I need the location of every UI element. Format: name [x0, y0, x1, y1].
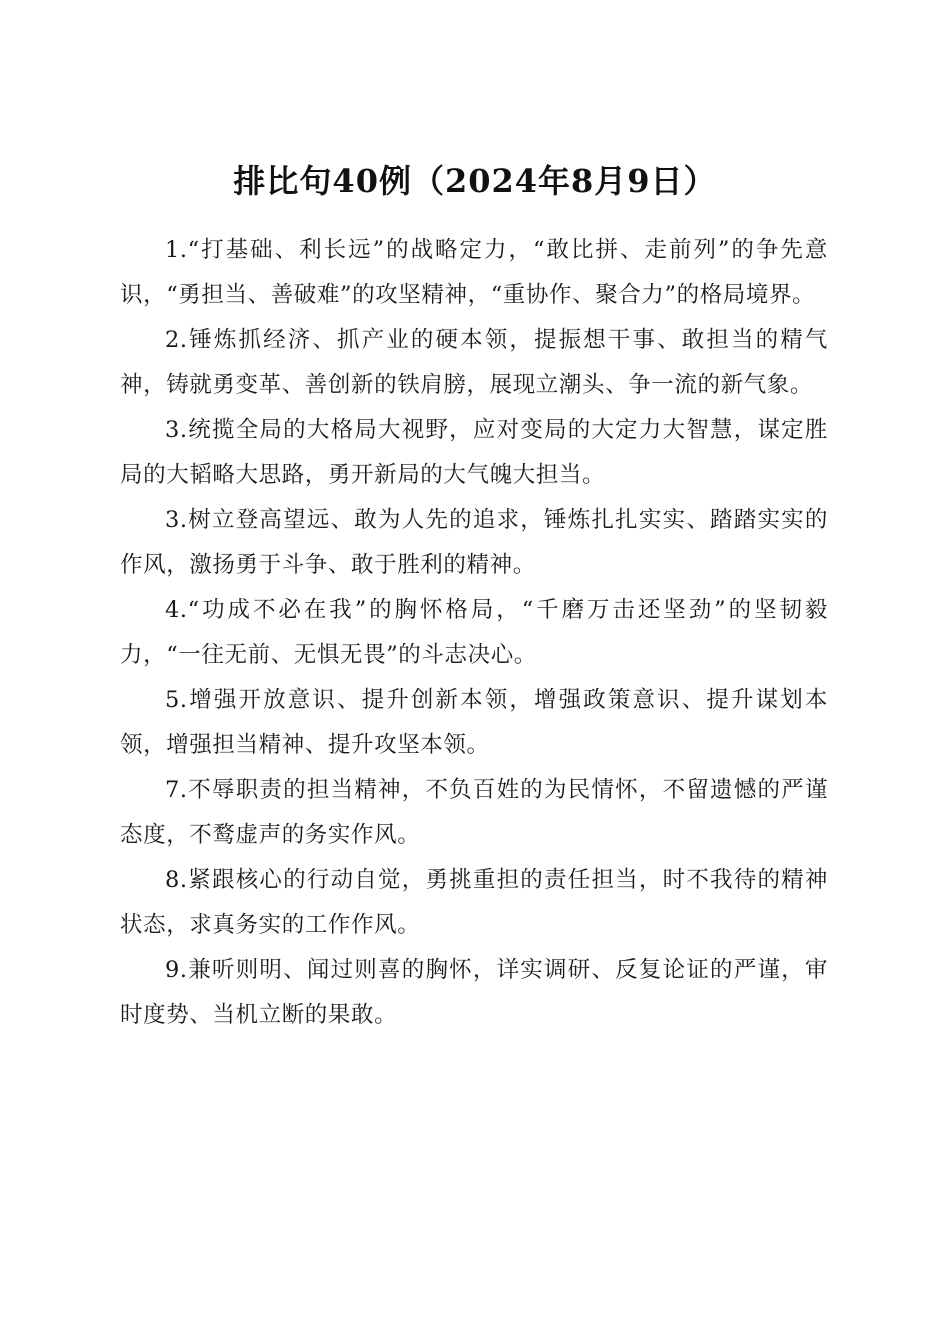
- paragraph-9: 9.兼听则明、闻过则喜的胸怀，详实调研、反复论证的严谨，审时度势、当机立断的果敢。: [120, 957, 828, 1028]
- paragraph-7: 7.不辱职责的担当精神，不负百姓的为民情怀，不留遗憾的严谨态度，不鹜虚声的务实作风。: [120, 777, 828, 848]
- paragraph-5: 4.“功成不必在我”的胸怀格局，“千磨万击还坚劲”的坚韧毅力，“一往无前、无惧无畏”的斗志决心。: [120, 597, 828, 668]
- document-title: 排比句40例（2024年8月9日）: [233, 162, 717, 201]
- paragraph-1: 1.“打基础、利长远”的战略定力，“敢比拼、走前列”的争先意识，“勇担当、善破难”的攻坚精神，“重协作、聚合力”的格局境界。: [120, 237, 828, 308]
- paragraph-4: 3.树立登高望远、敢为人先的追求，锤炼扎扎实实、踏踏实实的作风，激扬勇于斗争、敢于胜利的精神。: [120, 507, 828, 578]
- paragraph-3: 3.统揽全局的大格局大视野，应对变局的大定力大智慧，谋定胜局的大韬略大思路，勇开新局的大气魄大担当。: [120, 417, 828, 488]
- document-body: [120, 228, 828, 1038]
- paragraph-6: 5.增强开放意识、提升创新本领，增强政策意识、提升谋划本领，增强担当精神、提升攻坚本领。: [120, 687, 828, 758]
- paragraph-2: 2.锤炼抓经济、抓产业的硬本领，提振想干事、敢担当的精气神，铸就勇变革、善创新的铁肩膀，展现立潮头、争一流的新气象。: [120, 327, 828, 398]
- paragraph-8: 8.紧跟核心的行动自觉，勇挑重担的责任担当，时不我待的精神状态，求真务实的工作作风。: [120, 867, 828, 938]
